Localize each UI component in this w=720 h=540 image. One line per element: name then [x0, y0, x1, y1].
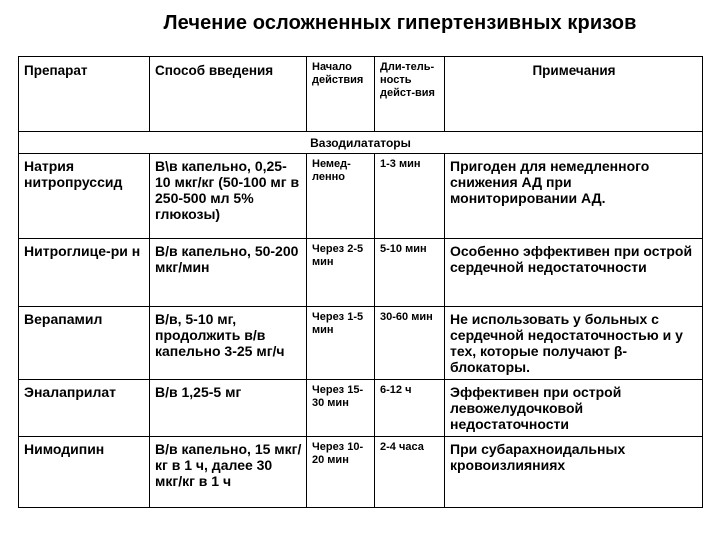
table-row [19, 307, 703, 380]
cell-drug: Нитроглице-ри н [19, 239, 150, 307]
cell-onset: Через 10-20 мин [307, 437, 375, 508]
cell-route: В/в, 5-10 мг, продолжить в/в капельно 3-25 мг/ч [150, 307, 307, 380]
header-drug: Препарат [19, 57, 150, 132]
table-row [19, 437, 703, 508]
cell-notes: Особенно эффективен при острой сердечной недостаточности [445, 239, 703, 307]
cell-drug: Нимодипин [19, 437, 150, 508]
cell-notes: При субарахноидальных кровоизлияниях [445, 437, 703, 508]
header-row [19, 57, 703, 132]
cell-onset: Через 2-5 мин [307, 239, 375, 307]
cell-drug: Эналаприлат [19, 380, 150, 437]
table-row [19, 239, 703, 307]
cell-notes: Не использовать у больных с сердечной недостаточностью и у тех, которые получают β-блокаторы. [445, 307, 703, 380]
hypertensive-crisis-table [18, 56, 703, 508]
section-row [19, 132, 703, 154]
cell-route: В\в капельно, 0,25-10 мкг/кг (50-100 мг в 250-500 мл 5% глюкозы) [150, 154, 307, 239]
table-row [19, 154, 703, 239]
cell-duration: 5-10 мин [375, 239, 445, 307]
cell-duration: 2-4 часа [375, 437, 445, 508]
cell-onset: Через 15-30 мин [307, 380, 375, 437]
header-route: Способ введения [150, 57, 307, 132]
cell-route: В/в 1,25-5 мг [150, 380, 307, 437]
header-duration: Дли-тель-ность дейст-вия [375, 57, 445, 132]
cell-route: В/в капельно, 50-200 мкг/мин [150, 239, 307, 307]
cell-onset: Немед-ленно [307, 154, 375, 239]
cell-duration: 1-3 мин [375, 154, 445, 239]
cell-notes: Пригоден для немедленного снижения АД при мониторировании АД. [445, 154, 703, 239]
cell-duration: 6-12 ч [375, 380, 445, 437]
section-vasodilators: Вазодилататоры [19, 132, 703, 154]
header-notes: Примечания [445, 57, 703, 132]
slide-title: Лечение осложненных гипертензивных кризов [163, 12, 637, 34]
cell-route: В/в капельно, 15 мкг/ кг в 1 ч, далее 30 мкг/кг в 1 ч [150, 437, 307, 508]
cell-onset: Через 1-5 мин [307, 307, 375, 380]
header-onset: Начало действия [307, 57, 375, 132]
cell-notes: Эффективен при острой левожелудочковой недостаточности [445, 380, 703, 437]
cell-duration: 30-60 мин [375, 307, 445, 380]
cell-drug: Натрия нитропруссид [19, 154, 150, 239]
table-row [19, 380, 703, 437]
cell-drug: Верапамил [19, 307, 150, 380]
